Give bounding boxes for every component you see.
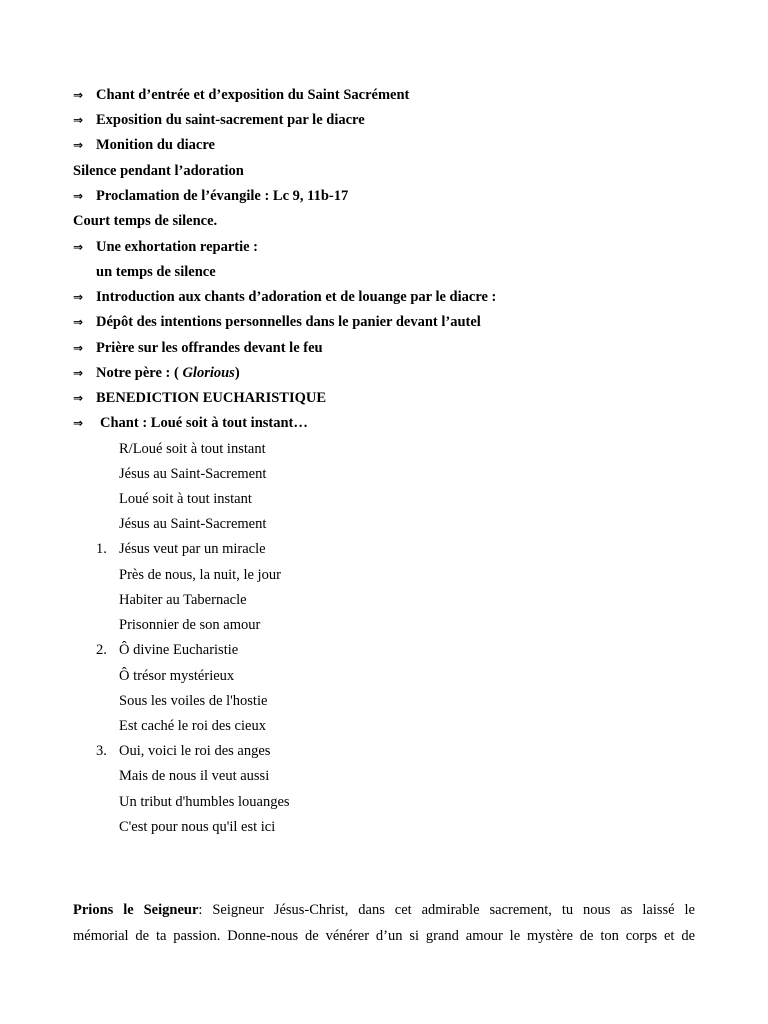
program-item-benediction [73, 389, 326, 407]
program-note-short-silence: Court temps de silence. [73, 213, 218, 229]
program-item-text: Prière sur les offrandes devant le feu [96, 340, 323, 356]
program-item-text: Une exhortation repartie : [96, 239, 259, 255]
double-arrow-icon: ⇒ [73, 189, 84, 203]
double-arrow-icon: ⇒ [73, 240, 84, 254]
program-item-introduction [73, 288, 496, 306]
program-item-suffix: ) [234, 365, 240, 381]
program-item-exposition [73, 111, 365, 129]
program-item-prayer-offerings [73, 339, 323, 357]
double-arrow-icon: ⇒ [73, 416, 84, 430]
double-arrow-icon: ⇒ [73, 113, 84, 127]
program-item-text: Proclamation de l’évangile : Lc 9, 11b-17 [96, 188, 349, 204]
verse-line: Jésus veut par un miracle [119, 541, 266, 557]
program-item-text: Monition du diacre [96, 137, 215, 153]
verse-line: C'est pour nous qu'il est ici [119, 819, 276, 835]
prayer-title: Prions le Seigneur [73, 902, 199, 918]
program-item-text: Introduction aux chants d’adoration et de louange par le diacre : [96, 289, 497, 305]
program-item-monition [73, 136, 215, 154]
refrain-line: Jésus au Saint-Sacrement [119, 466, 267, 482]
verse-line: Près de nous, la nuit, le jour [119, 567, 281, 583]
program-item-our-father [73, 364, 240, 382]
program-item-exhortation [73, 238, 258, 256]
verse-line: Prisonnier de son amour [119, 617, 261, 633]
double-arrow-icon: ⇒ [73, 315, 84, 329]
verse-line: Sous les voiles de l'hostie [119, 693, 268, 709]
program-item-text: Notre père : ( [96, 365, 183, 381]
verse-line: Un tribut d'humbles louanges [119, 794, 290, 810]
program-item-entrance-chant [73, 86, 409, 104]
program-item-text: Exposition du saint-sacrement par le diacre [96, 112, 365, 128]
verse-line: Ô trésor mystérieux [119, 668, 235, 684]
verse-line: Oui, voici le roi des anges [119, 743, 271, 759]
verse-line: Mais de nous il veut aussi [119, 768, 270, 784]
double-arrow-icon: ⇒ [73, 290, 84, 304]
program-item-gospel [73, 187, 348, 205]
verse-line: Habiter au Tabernacle [119, 592, 247, 608]
double-arrow-icon: ⇒ [73, 366, 84, 380]
double-arrow-icon: ⇒ [73, 88, 84, 102]
double-arrow-icon: ⇒ [73, 391, 84, 405]
program-item-chant [73, 414, 308, 432]
program-item-text-rest: : Loué soit à tout instant… [138, 415, 308, 431]
program-item-text: Chant [100, 415, 139, 431]
refrain-line: Jésus au Saint-Sacrement [119, 516, 267, 532]
prayer-line-2: mémorial de ta passion. Donne-nous de vénérer d’un si grand amour le mystère de ton corps et de [73, 928, 695, 944]
verse-line: Est caché le roi des cieux [119, 718, 266, 734]
prayer-text: : Seigneur Jésus-Christ, dans cet admirable sacrement, tu nous as laissé le [198, 902, 695, 918]
program-item-text: Dépôt des intentions personnelles dans le panier devant l’autel [96, 314, 481, 330]
double-arrow-icon: ⇒ [73, 341, 84, 355]
program-item-text: BENEDICTION EUCHARISTIQUE [96, 390, 327, 406]
program-note-silence: Silence pendant l’adoration [73, 163, 244, 179]
verse-number: 1. [96, 541, 107, 557]
program-item-text: Chant d’entrée et d’exposition du Saint Sacrément [96, 87, 410, 103]
verse-number: 2. [96, 642, 107, 658]
double-arrow-icon: ⇒ [73, 138, 84, 152]
program-subitem-silence: un temps de silence [96, 264, 216, 280]
program-item-italic: Glorious [182, 365, 235, 381]
refrain-line: Loué soit à tout instant [119, 491, 252, 507]
refrain-line: R/Loué soit à tout instant [119, 441, 266, 457]
verse-line: Ô divine Eucharistie [119, 642, 239, 658]
verse-number: 3. [96, 743, 107, 759]
program-item-intentions [73, 313, 481, 331]
prayer-line-1 [73, 898, 695, 923]
